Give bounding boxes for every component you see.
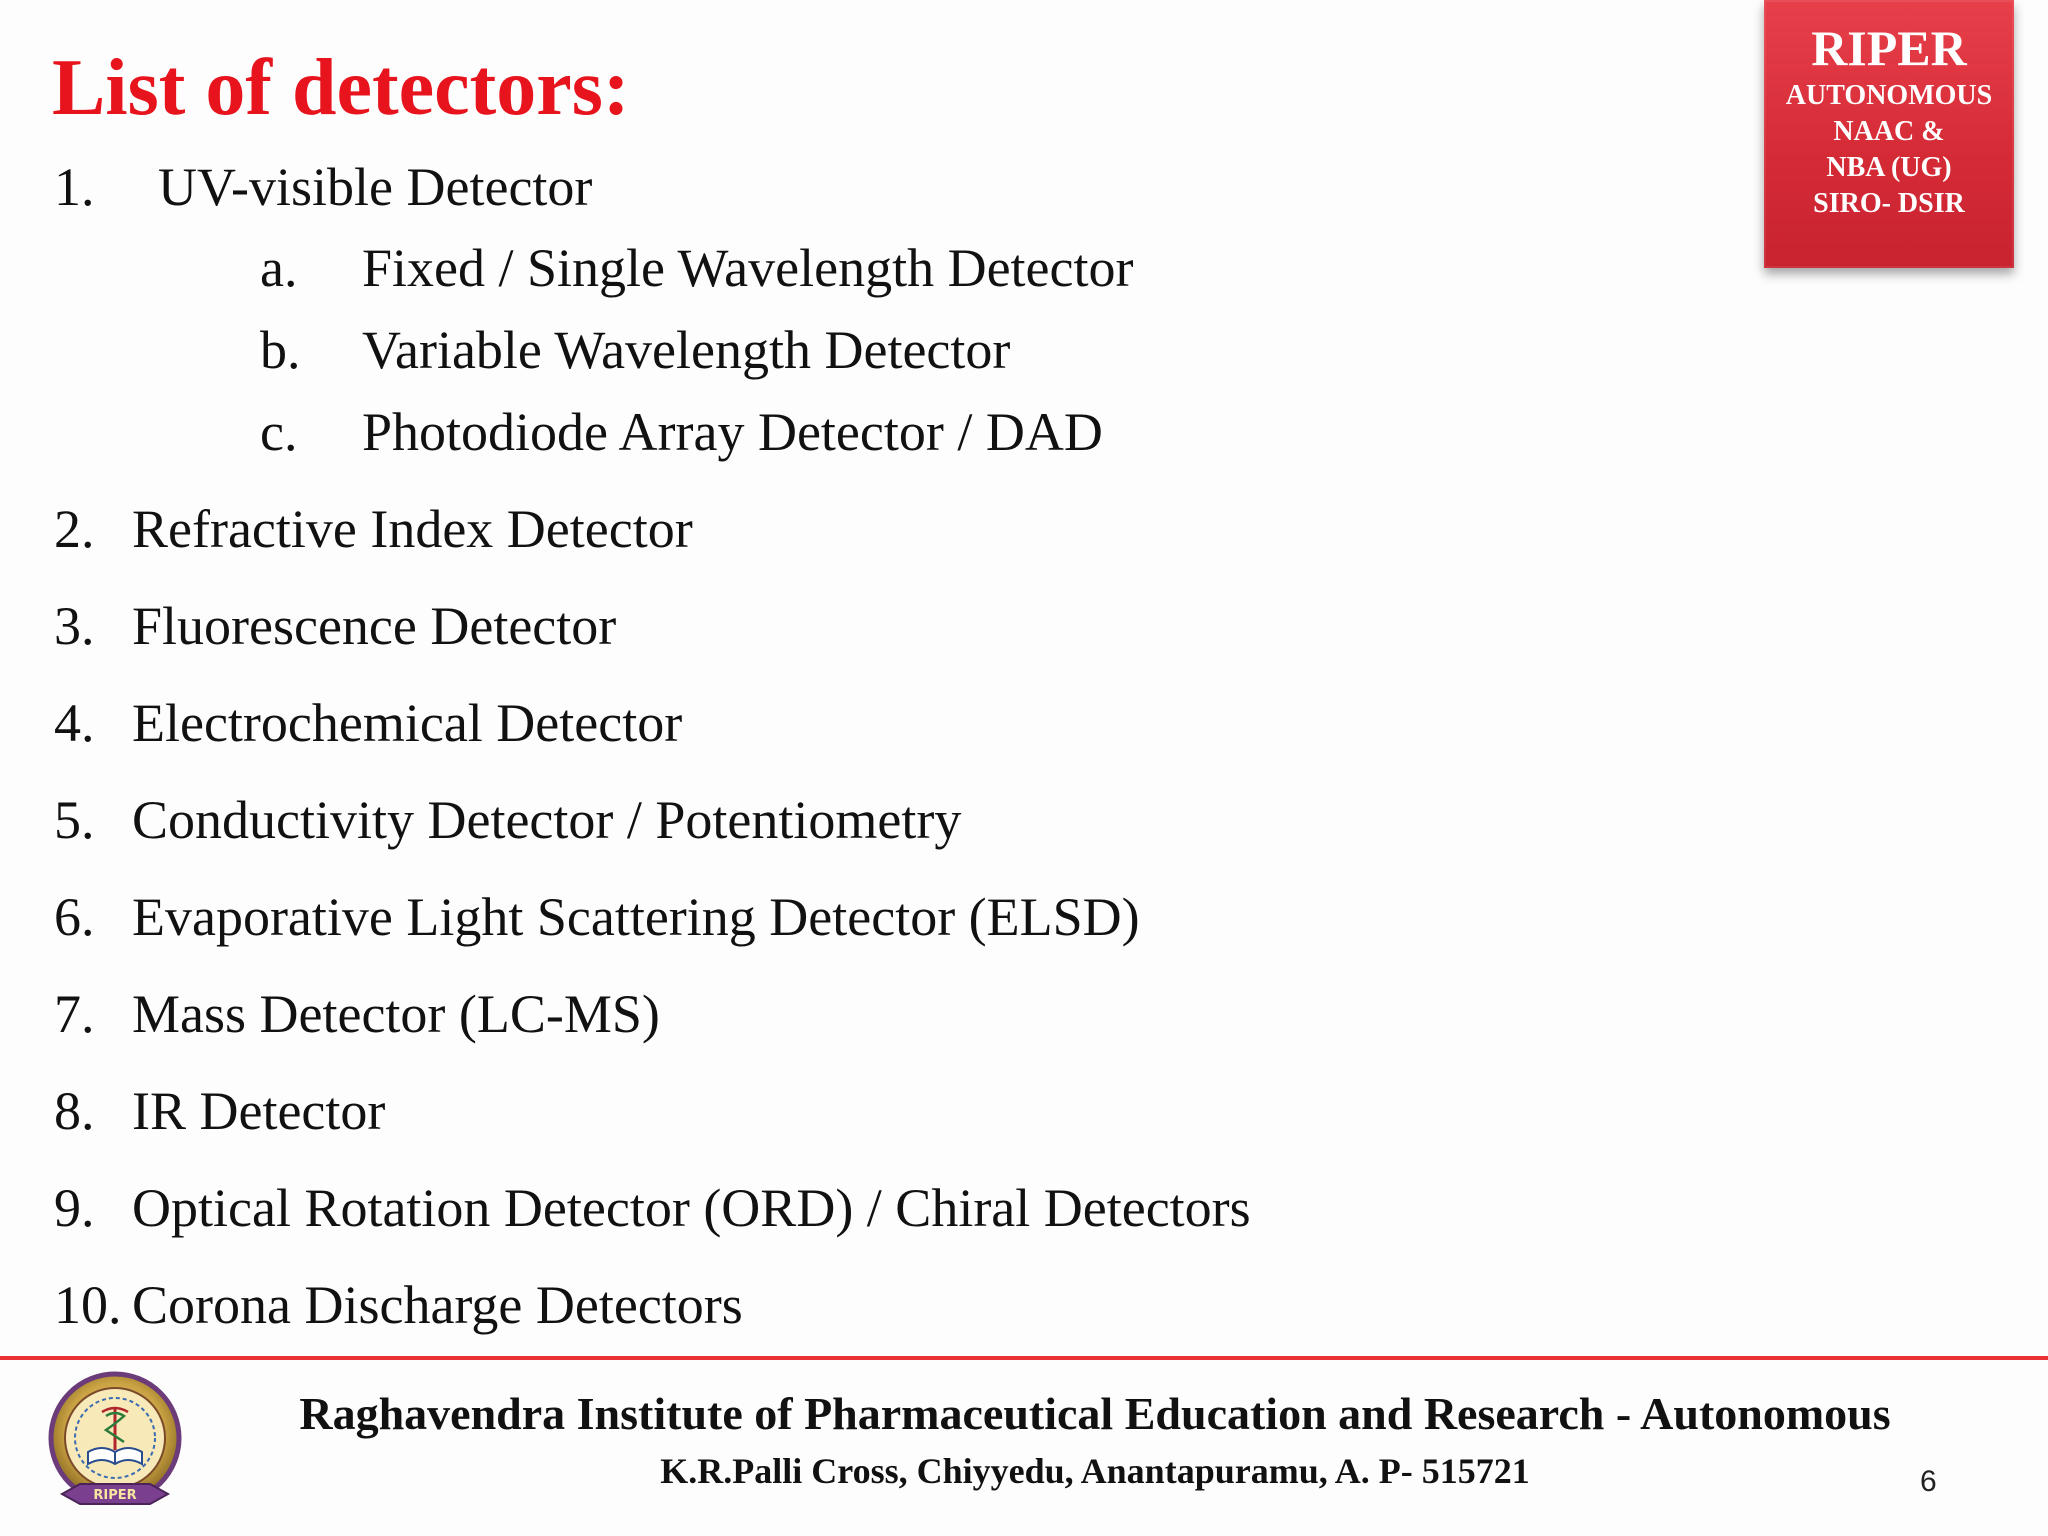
- sub-list-letter: b.: [260, 320, 301, 380]
- badge-title: RIPER: [1811, 20, 1967, 76]
- list-label: Refractive Index Detector: [132, 499, 693, 559]
- list-label: UV-visible Detector: [158, 157, 593, 217]
- badge-line: SIRO- DSIR: [1813, 188, 1965, 219]
- badge-line: AUTONOMOUS: [1785, 80, 1993, 111]
- list-number: 2.: [54, 499, 95, 559]
- sub-list-letter: a.: [260, 238, 298, 298]
- list-number: 9.: [54, 1178, 95, 1238]
- footer-divider: [0, 1356, 2048, 1360]
- list-number: 5.: [54, 790, 95, 850]
- badge-line: NBA (UG): [1826, 152, 1952, 183]
- list-label: Electrochemical Detector: [132, 693, 683, 753]
- sub-list-label: Fixed / Single Wavelength Detector: [362, 238, 1134, 298]
- institution-logo-icon: [40, 1368, 190, 1524]
- list-number: 7.: [54, 984, 95, 1044]
- accreditation-badge: [1764, 0, 2014, 268]
- institution-name: Raghavendra Institute of Pharmaceutical Education and Research - Autonomous: [299, 1388, 1891, 1439]
- sub-list-label: Photodiode Array Detector / DAD: [362, 402, 1103, 462]
- list-number: 8.: [54, 1081, 95, 1141]
- list-number: 4.: [54, 693, 95, 753]
- list-label: Mass Detector (LC-MS): [132, 984, 660, 1044]
- list-number: 10.: [54, 1275, 122, 1335]
- page-number: 6: [1920, 1465, 1937, 1498]
- list-number: 3.: [54, 596, 95, 656]
- list-label: IR Detector: [132, 1081, 386, 1141]
- list-label: Conductivity Detector / Potentiometry: [132, 790, 962, 850]
- sub-list-label: Variable Wavelength Detector: [362, 320, 1011, 380]
- list-label: Evaporative Light Scattering Detector (ELSD): [132, 887, 1140, 947]
- sub-list-letter: c.: [260, 402, 298, 462]
- list-label: Optical Rotation Detector (ORD) / Chiral Detectors: [132, 1178, 1251, 1238]
- list-label: Corona Discharge Detectors: [132, 1275, 743, 1335]
- logo-ribbon-text: RIPER: [93, 1488, 137, 1503]
- badge-line: NAAC &: [1833, 116, 1945, 147]
- institution-address: K.R.Palli Cross, Chiyyedu, Anantapuramu, A. P- 515721: [660, 1451, 1530, 1491]
- list-number: 6.: [54, 887, 95, 947]
- slide-title: List of detectors:: [52, 44, 630, 132]
- list-label: Fluorescence Detector: [132, 596, 617, 656]
- list-number: 1.: [54, 157, 95, 217]
